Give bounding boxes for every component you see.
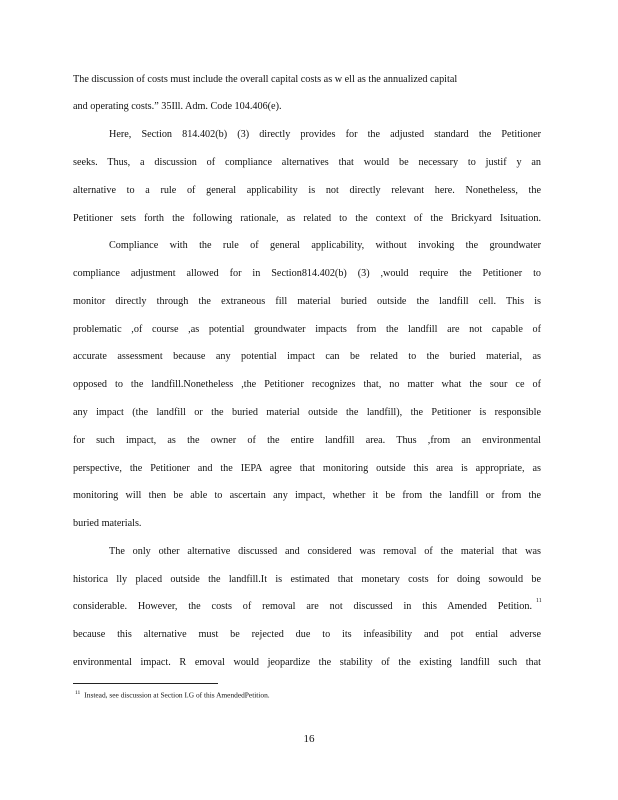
footnote	[75, 688, 270, 700]
body-line: buried materials.	[73, 518, 142, 529]
body-line: monitor directly through the extraneous fill material buried outside the landfill cell. This is	[73, 296, 541, 307]
body-line: environmental impact. R emoval would jeopardize the stability of the existing landfill such that	[73, 657, 541, 668]
footnote-text: Instead, see discussion at Section I.G of this AmendedPetition.	[84, 690, 270, 700]
body-line: historica lly placed outside the landfill.It is estimated that monetary costs for doing sowould be	[73, 574, 541, 585]
footnote-divider	[73, 683, 218, 684]
body-line: Compliance with the rule of general applicability, without invoking the groundwater	[109, 240, 541, 251]
body-line: monitoring will then be able to ascertain any impact, whether it be from the landfill or from the	[73, 490, 541, 501]
body-line: opposed to the landfill.Nonetheless ,the Petitioner recognizes that, no matter what the sour ce of	[73, 379, 541, 390]
body-line: accurate assessment because any potential impact can be related to the buried material, as	[73, 351, 541, 362]
body-line: problematic ,of course ,as potential groundwater impacts from the landfill are not capable of	[73, 324, 541, 335]
body-line: Here, Section 814.402(b) (3) directly provides for the adjusted standard the Petitioner	[109, 129, 541, 140]
body-line: considerable. However, the costs of removal are not discussed in this Amended Petition.	[73, 601, 532, 612]
body-line: perspective, the Petitioner and the IEPA agree that monitoring outside this area is appropriate, as	[73, 463, 541, 474]
footnote-number: 11	[75, 690, 81, 696]
body-line: compliance adjustment allowed for in Section814.402(b) (3) ,would require the Petitioner to	[73, 268, 541, 279]
body-line: and operating costs.” 35Ill. Adm. Code 104.406(e).	[73, 101, 282, 112]
body-line: The discussion of costs must include the overall capital costs as w ell as the annualized capital	[73, 74, 458, 85]
body-line: for such impact, as the owner of the entire landfill area. Thus ,from an environmental	[73, 435, 541, 446]
body-line: any impact (the landfill or the buried material outside the landfill), the Petitioner is responsible	[73, 407, 541, 418]
body-line: seeks. Thus, a discussion of compliance alternatives that would be necessary to justif y an	[73, 157, 541, 168]
body-line: The only other alternative discussed and considered was removal of the material that was	[109, 546, 541, 557]
body-line: alternative to a rule of general applicability is not directly relevant here. Nonetheless, the	[73, 185, 541, 196]
body-line: Petitioner sets forth the following rationale, as related to the context of the Brickyard Isituation.	[73, 213, 541, 224]
footnote-reference: 11	[536, 598, 542, 604]
page-number: 16	[303, 733, 315, 745]
body-line: because this alternative must be rejected due to its infeasibility and pot ential adverse	[73, 629, 541, 640]
